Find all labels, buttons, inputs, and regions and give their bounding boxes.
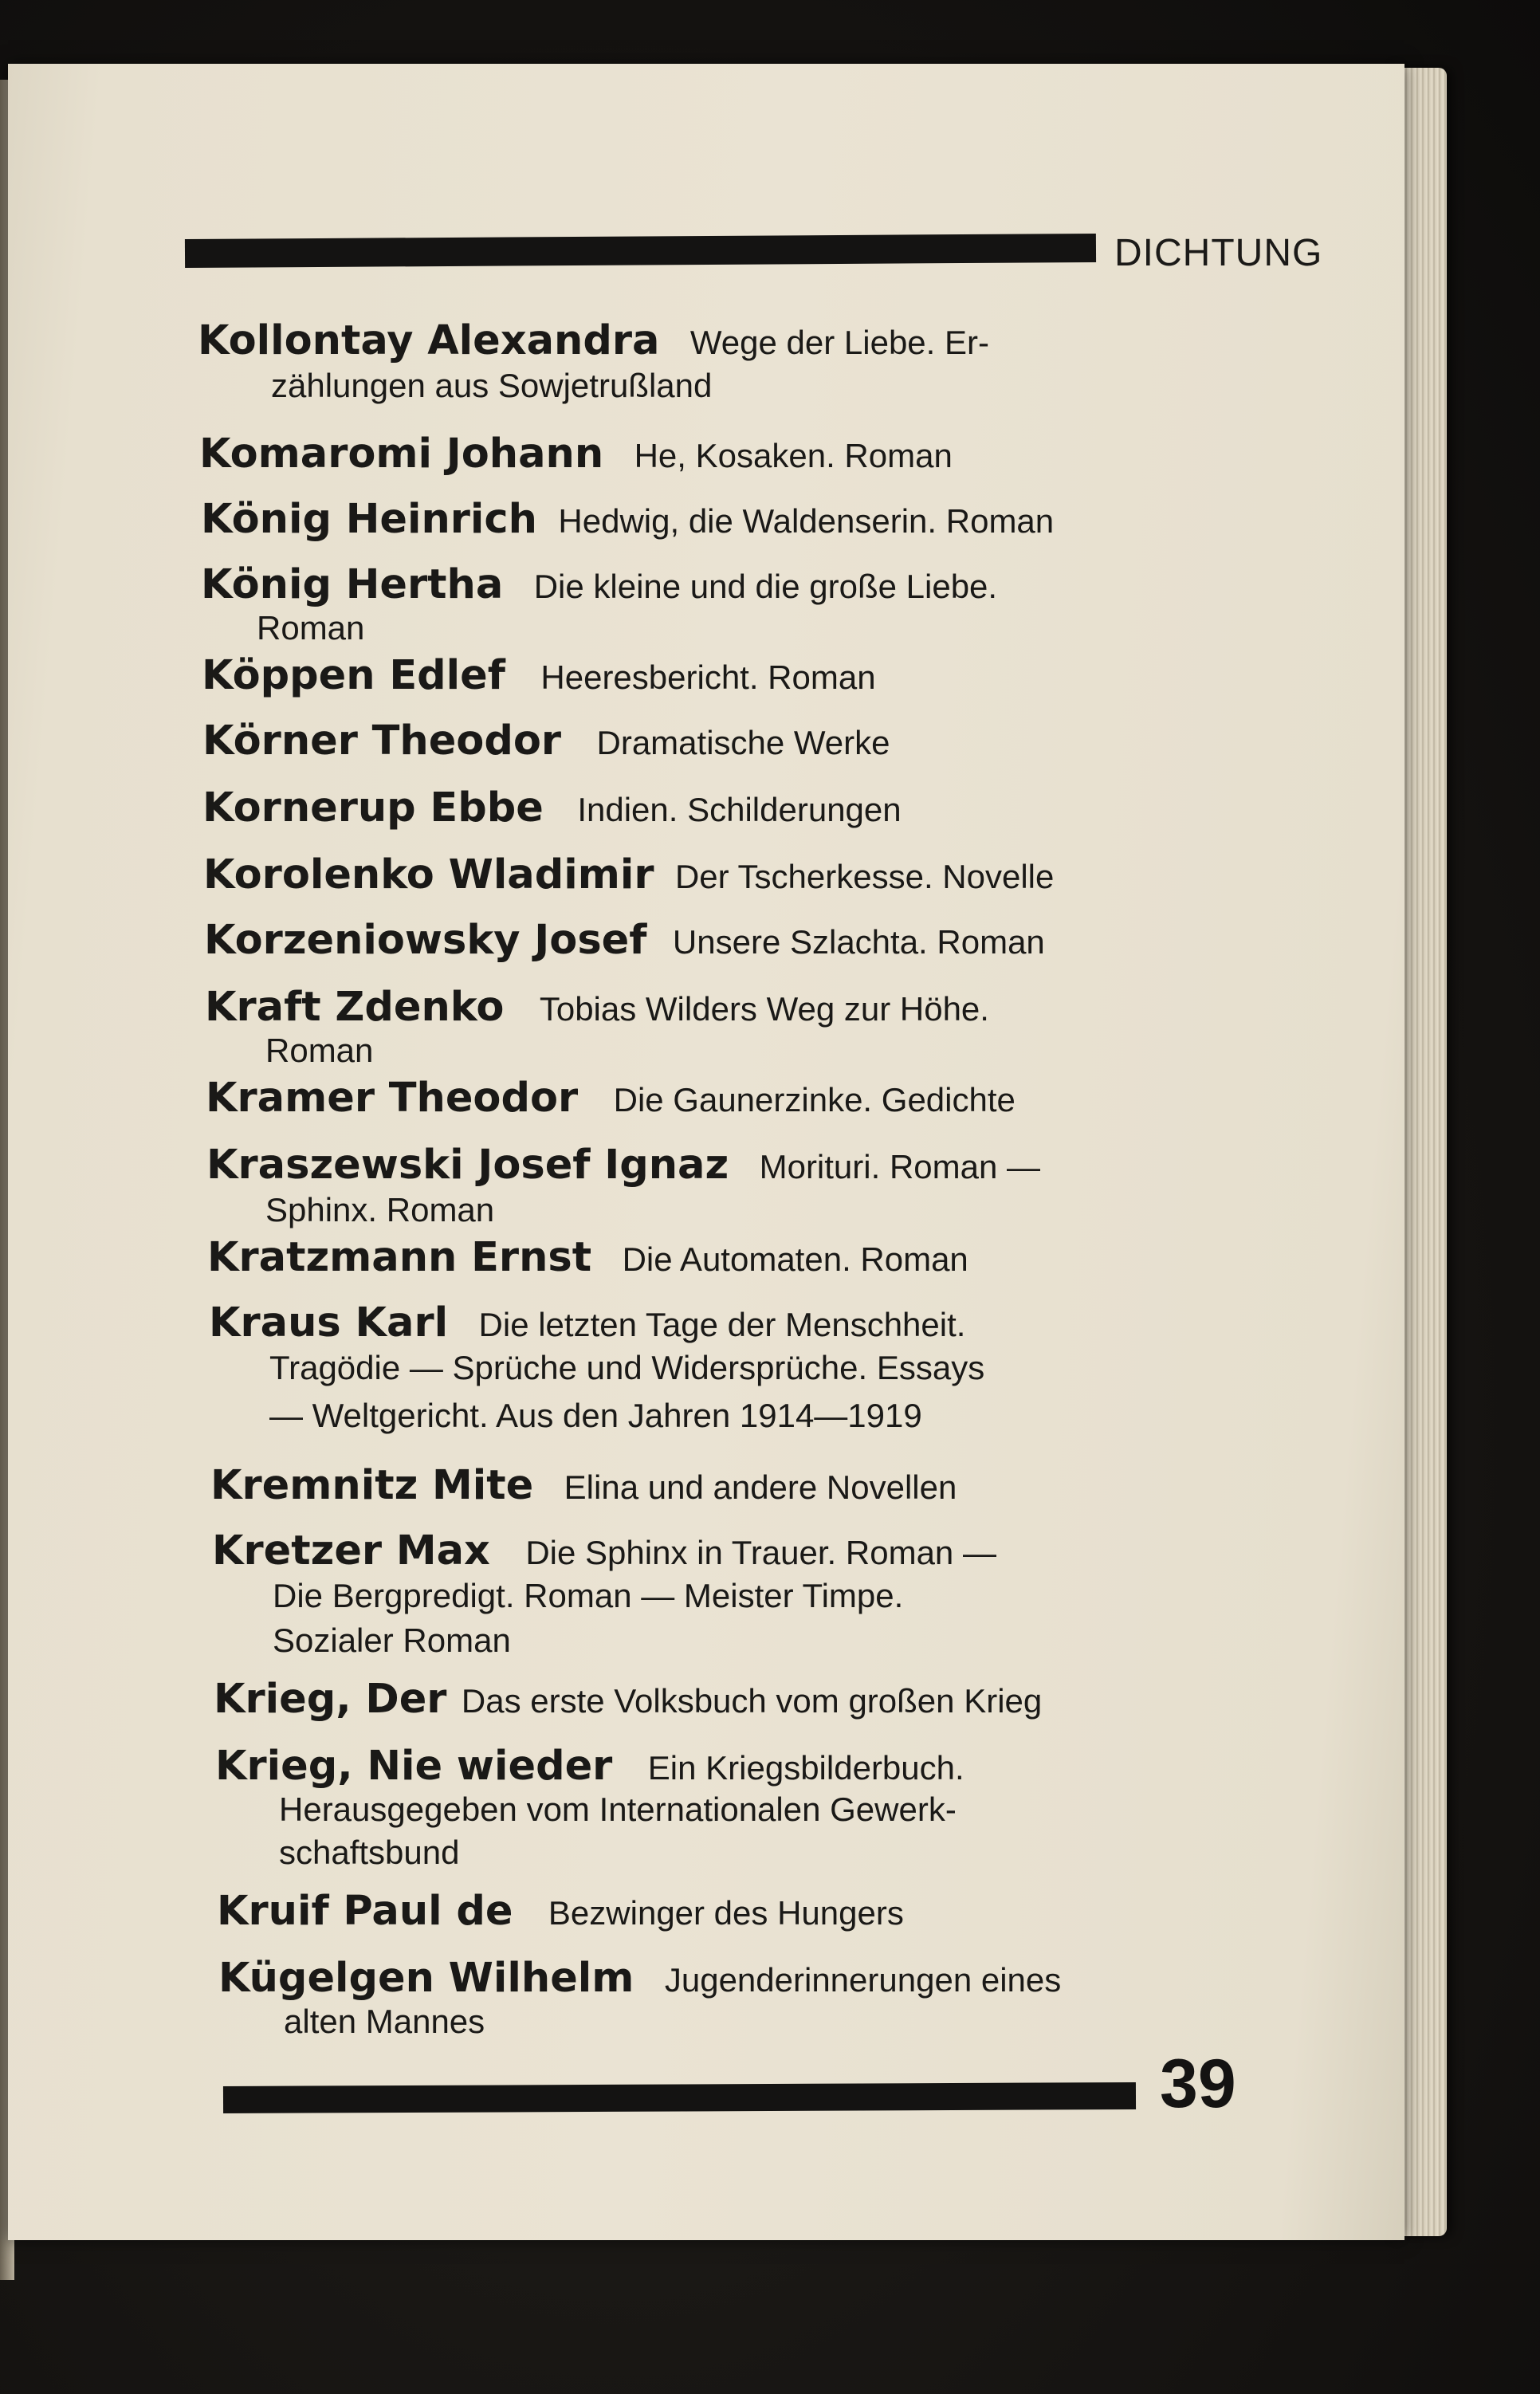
- entry-author: Kratzmann Ernst: [207, 1234, 592, 1281]
- entry-work: Die Gaunerzinke. Gedichte: [613, 1081, 1016, 1118]
- entry-work: Die Sphinx in Trauer. Roman —: [525, 1534, 996, 1571]
- entry-author: Kruif Paul de: [217, 1888, 513, 1935]
- list-item: [202, 717, 890, 765]
- entry-author: Kügelgen Wilhelm: [218, 1955, 634, 2002]
- list-item: [217, 1888, 904, 1935]
- entry-work: He, Kosaken. Roman: [634, 437, 953, 474]
- entry-work: Jugenderinnerungen eines: [664, 1961, 1062, 1999]
- entry-work: Die letzten Tage der Menschheit.: [478, 1306, 966, 1343]
- entry-author: Krieg, Nie wieder: [215, 1743, 613, 1790]
- entry-author: Kramer Theodor: [206, 1075, 579, 1122]
- entry-work: Indien. Schilderungen: [577, 791, 902, 828]
- list-item: [215, 1743, 964, 1871]
- entry-work: Wege der Liebe. Er-: [689, 324, 989, 361]
- entry-author: Kornerup Ebbe: [202, 784, 544, 831]
- entry-work: Die kleine und die große Liebe.: [533, 568, 998, 605]
- entry-author: Korolenko Wladimir: [203, 851, 654, 898]
- entry-author: Kraszewski Josef Ignaz: [206, 1142, 729, 1189]
- list-item: [212, 1527, 996, 1659]
- entry-author: Krieg, Der: [214, 1676, 447, 1723]
- entry-continuation: Roman: [265, 1032, 374, 1069]
- list-item: [209, 1299, 985, 1434]
- entry-author: Komaromi Johann: [199, 430, 604, 478]
- entry-author: König Hertha: [201, 561, 504, 608]
- entry-work: Ein Kriegsbilderbuch.: [647, 1749, 964, 1787]
- entry-continuation: Sozialer Roman: [273, 1622, 511, 1659]
- entry-continuation: Sphinx. Roman: [265, 1191, 495, 1228]
- entry-continuation: schaftsbund: [279, 1834, 460, 1871]
- list-item: [207, 1234, 968, 1281]
- list-item: [202, 652, 876, 699]
- entry-work: Die Automaten. Roman: [622, 1240, 968, 1278]
- list-item: [210, 1462, 957, 1509]
- entry-continuation: — Weltgericht. Aus den Jahren 1914—1919: [269, 1397, 922, 1434]
- entry-author: Köppen Edlef: [202, 652, 505, 699]
- list-item: [201, 496, 1054, 543]
- entry-author: Körner Theodor: [202, 717, 562, 765]
- entry-author: Kraft Zdenko: [205, 984, 505, 1031]
- entry-work: Das erste Volksbuch vom großen Krieg: [461, 1682, 1043, 1720]
- section-title: DICHTUNG: [1114, 232, 1323, 274]
- entry-author: Kraus Karl: [209, 1299, 449, 1346]
- entry-author: Kollontay Alexandra: [198, 317, 660, 364]
- list-item: [204, 917, 1045, 964]
- list-item: [202, 784, 902, 831]
- footer-rule: [223, 2082, 1136, 2113]
- entry-work: Bezwinger des Hungers: [548, 1894, 904, 1932]
- entry-continuation: Roman: [257, 609, 365, 647]
- entry-work: Heeresbericht. Roman: [540, 658, 876, 696]
- page-number: 39: [1160, 2046, 1236, 2122]
- entry-work: Morituri. Roman —: [759, 1148, 1040, 1185]
- entry-continuation: Herausgegeben vom Internationalen Gewerk-: [279, 1791, 957, 1828]
- list-item: [201, 561, 998, 647]
- list-item: [214, 1676, 1042, 1723]
- list-item: [206, 1075, 1016, 1122]
- entry-author: Kremnitz Mite: [210, 1462, 534, 1509]
- list-item: [203, 851, 1054, 898]
- entry-work: Tobias Wilders Weg zur Höhe.: [539, 990, 989, 1028]
- entry-continuation: alten Mannes: [284, 2003, 485, 2040]
- entry-author: Kretzer Max: [212, 1527, 490, 1574]
- entry-work: Der Tscherkesse. Novelle: [674, 858, 1055, 895]
- list-item: [198, 317, 989, 404]
- entry-continuation: Die Bergpredigt. Roman — Meister Timpe.: [273, 1577, 904, 1614]
- list-item: [206, 1142, 1040, 1228]
- entry-author: Korzeniowsky Josef: [204, 917, 647, 964]
- list-item: [205, 984, 989, 1069]
- entry-work: Hedwig, die Waldenserin. Roman: [558, 502, 1055, 540]
- entry-work: Elina und andere Novellen: [564, 1468, 957, 1506]
- entry-author: König Heinrich: [201, 496, 537, 543]
- entry-work: Unsere Szlachta. Roman: [672, 923, 1045, 961]
- entry-continuation: zählungen aus Sowjetrußland: [271, 367, 713, 404]
- entry-continuation: Tragödie — Sprüche und Widersprüche. Essays: [269, 1349, 985, 1386]
- entry-work: Dramatische Werke: [596, 724, 890, 761]
- list-item: [218, 1955, 1062, 2040]
- list-item: [199, 430, 953, 478]
